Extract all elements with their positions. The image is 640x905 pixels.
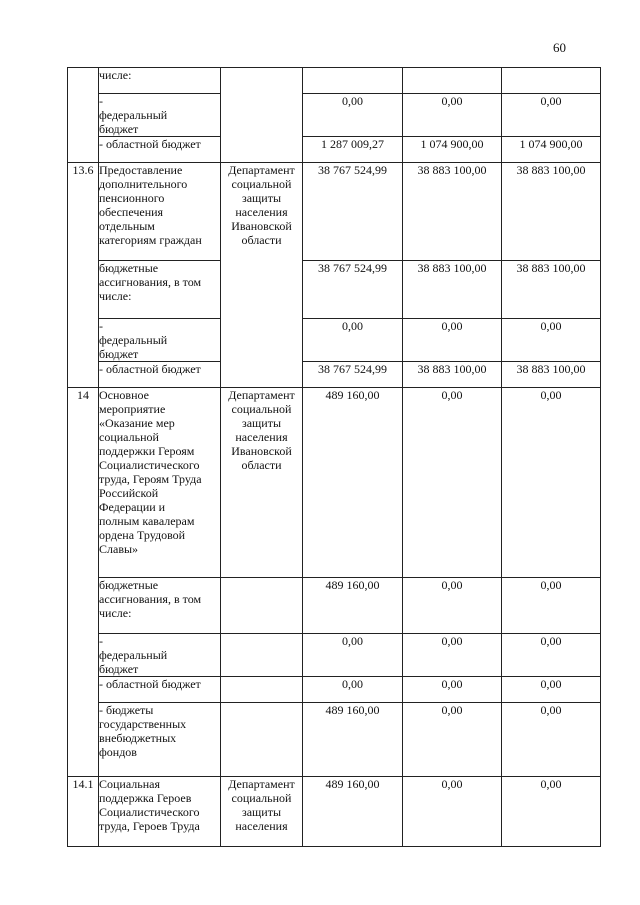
amount-cell: 0,00 <box>303 94 403 137</box>
amount-cell: 0,00 <box>502 578 601 634</box>
amount-cell: 489 160,00 <box>303 578 403 634</box>
amount-cell: 0,00 <box>303 319 403 362</box>
table-row <box>68 777 601 847</box>
amount-cell: 38 767 524,99 <box>303 261 403 319</box>
amount-cell: 0,00 <box>403 319 502 362</box>
table-row <box>68 319 601 362</box>
amount-cell: 38 883 100,00 <box>502 261 601 319</box>
amount-cell: 0,00 <box>303 634 403 677</box>
budget-table <box>67 67 601 847</box>
table-row <box>68 388 601 578</box>
amount-cell: 0,00 <box>502 94 601 137</box>
row-department <box>221 703 303 777</box>
table-row <box>68 163 601 261</box>
row-number: 14 <box>68 388 99 777</box>
amount-cell: 38 767 524,99 <box>303 362 403 388</box>
amount-cell: 0,00 <box>403 677 502 703</box>
table-row <box>68 362 601 388</box>
table-row <box>68 137 601 163</box>
table-row <box>68 94 601 137</box>
table-row <box>68 703 601 777</box>
row-description: - федеральный бюджет <box>99 634 221 677</box>
row-description: числе: <box>99 68 221 94</box>
amount-cell: 0,00 <box>403 578 502 634</box>
amount-cell <box>502 68 601 94</box>
amount-cell: 38 883 100,00 <box>403 261 502 319</box>
amount-cell: 38 883 100,00 <box>502 163 601 261</box>
amount-cell: 489 160,00 <box>303 388 403 578</box>
amount-cell: 38 883 100,00 <box>403 362 502 388</box>
table-row <box>68 261 601 319</box>
row-number: 13.6 <box>68 163 99 388</box>
amount-cell: 0,00 <box>502 319 601 362</box>
row-department <box>221 677 303 703</box>
table-row <box>68 634 601 677</box>
row-department: Департамент социальной защиты населения <box>221 777 303 847</box>
row-number <box>68 68 99 163</box>
row-description: - областной бюджет <box>99 677 221 703</box>
row-description: - областной бюджет <box>99 137 221 163</box>
row-number: 14.1 <box>68 777 99 847</box>
amount-cell: 0,00 <box>403 388 502 578</box>
amount-cell: 489 160,00 <box>303 777 403 847</box>
amount-cell: 38 883 100,00 <box>502 362 601 388</box>
row-department <box>221 68 303 163</box>
amount-cell: 0,00 <box>403 94 502 137</box>
row-description: бюджетные ассигнования, в том числе: <box>99 261 221 319</box>
row-description: бюджетные ассигнования, в том числе: <box>99 578 221 634</box>
amount-cell: 0,00 <box>403 777 502 847</box>
row-description: - бюджеты государственных внебюджетных фондов <box>99 703 221 777</box>
amount-cell: 1 287 009,27 <box>303 137 403 163</box>
amount-cell <box>303 68 403 94</box>
amount-cell: 0,00 <box>502 777 601 847</box>
amount-cell: 0,00 <box>403 703 502 777</box>
amount-cell: 38 883 100,00 <box>403 163 502 261</box>
row-department <box>221 634 303 677</box>
amount-cell: 0,00 <box>303 677 403 703</box>
amount-cell: 0,00 <box>502 703 601 777</box>
table-row <box>68 68 601 94</box>
amount-cell: 0,00 <box>502 388 601 578</box>
amount-cell <box>403 68 502 94</box>
row-description: - федеральный бюджет <box>99 94 221 137</box>
amount-cell: 489 160,00 <box>303 703 403 777</box>
table-row <box>68 578 601 634</box>
row-department: Департамент социальной защиты населения Ивановской области <box>221 388 303 578</box>
row-description: - областной бюджет <box>99 362 221 388</box>
row-department <box>221 578 303 634</box>
amount-cell: 1 074 900,00 <box>403 137 502 163</box>
page-number: 60 <box>553 40 566 55</box>
row-department: Департамент социальной защиты населения Ивановской области <box>221 163 303 388</box>
amount-cell: 1 074 900,00 <box>502 137 601 163</box>
row-description: Предоставление дополнительного пенсионного обеспечения отдельным категориям граждан <box>99 163 221 261</box>
amount-cell: 0,00 <box>502 634 601 677</box>
table-row <box>68 677 601 703</box>
amount-cell: 38 767 524,99 <box>303 163 403 261</box>
amount-cell: 0,00 <box>502 677 601 703</box>
amount-cell: 0,00 <box>403 634 502 677</box>
row-description: Социальная поддержка Героев Социалистического труда, Героев Труда <box>99 777 221 847</box>
row-description: Основное мероприятие «Оказание мер социальной поддержки Героям Социалистического труда, Героям Труда Российской Федерации и полным кавалерам ордена Трудовой Славы» <box>99 388 221 578</box>
row-description: - федеральный бюджет <box>99 319 221 362</box>
